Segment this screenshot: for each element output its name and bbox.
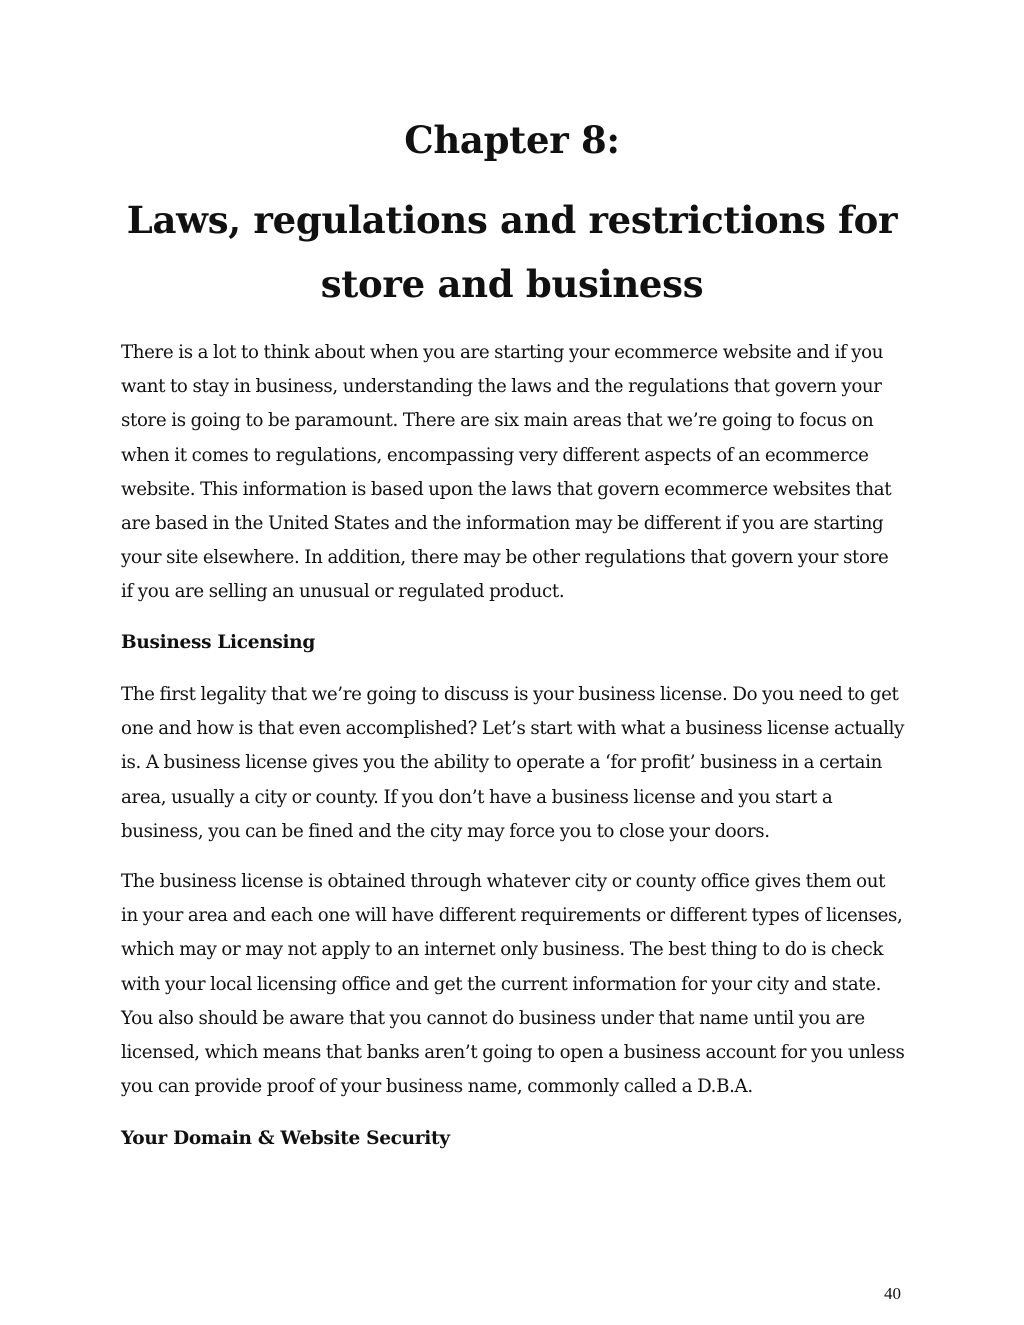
text-line: you can provide proof of your business name, commonly called a D.B.A. — [121, 1076, 753, 1098]
text-line: your site elsewhere. In addition, there may be other regulations that govern your store — [121, 547, 889, 569]
text-line: in your area and each one will have different requirements or different types of licenses, — [121, 905, 903, 927]
text-line: The business license is obtained through whatever city or county office gives them out — [121, 871, 886, 892]
business-license-paragraph-1 — [121, 678, 911, 849]
chapter-label: Chapter 8: — [404, 118, 620, 162]
text-line: website. This information is based upon the laws that govern ecommerce websites that — [121, 478, 892, 500]
text-line: one and how is that even accomplished? Let’s start with what a business license actually — [121, 718, 905, 740]
text-line: area, usually a city or county. If you don’t have a business license and you start a — [121, 786, 833, 808]
section-heading-business-licensing: Business Licensing — [121, 632, 315, 653]
text-line: are based in the United States and the information may be different if you are starting — [121, 513, 884, 535]
text-line: licensed, which means that banks aren’t going to open a business account for you unless — [121, 1042, 905, 1064]
intro-paragraph — [121, 336, 911, 610]
text-line: with your local licensing office and get the current information for your city and state. — [121, 973, 882, 995]
chapter-title-line-1: Laws, regulations and restrictions for — [126, 198, 898, 242]
chapter-title-line-2: store and business — [320, 262, 704, 306]
business-license-paragraph-2 — [121, 865, 911, 1104]
text-line: want to stay in business, understanding the laws and the regulations that govern your — [121, 376, 882, 398]
text-line: There is a lot to think about when you are starting your ecommerce website and if you — [121, 342, 884, 363]
section-heading-domain-security: Your Domain & Website Security — [121, 1128, 450, 1149]
text-line: business, you can be fined and the city may force you to close your doors. — [121, 820, 770, 842]
text-line: is. A business license gives you the ability to operate a ‘for profit’ business in a certain — [121, 752, 882, 774]
text-line: The first legality that we’re going to discuss is your business license. Do you need to get — [121, 684, 899, 705]
text-line: when it comes to regulations, encompassing very different aspects of an ecommerce — [121, 444, 869, 466]
text-line: You also should be aware that you cannot do business under that name until you are — [121, 1007, 865, 1029]
text-line: store is going to be paramount. There are six main areas that we’re going to focus on — [121, 410, 874, 432]
text-line: which may or may not apply to an internet only business. The best thing to do is check — [121, 939, 884, 961]
page-number: 40 — [884, 1284, 901, 1303]
text-line: if you are selling an unusual or regulated product. — [121, 581, 565, 603]
